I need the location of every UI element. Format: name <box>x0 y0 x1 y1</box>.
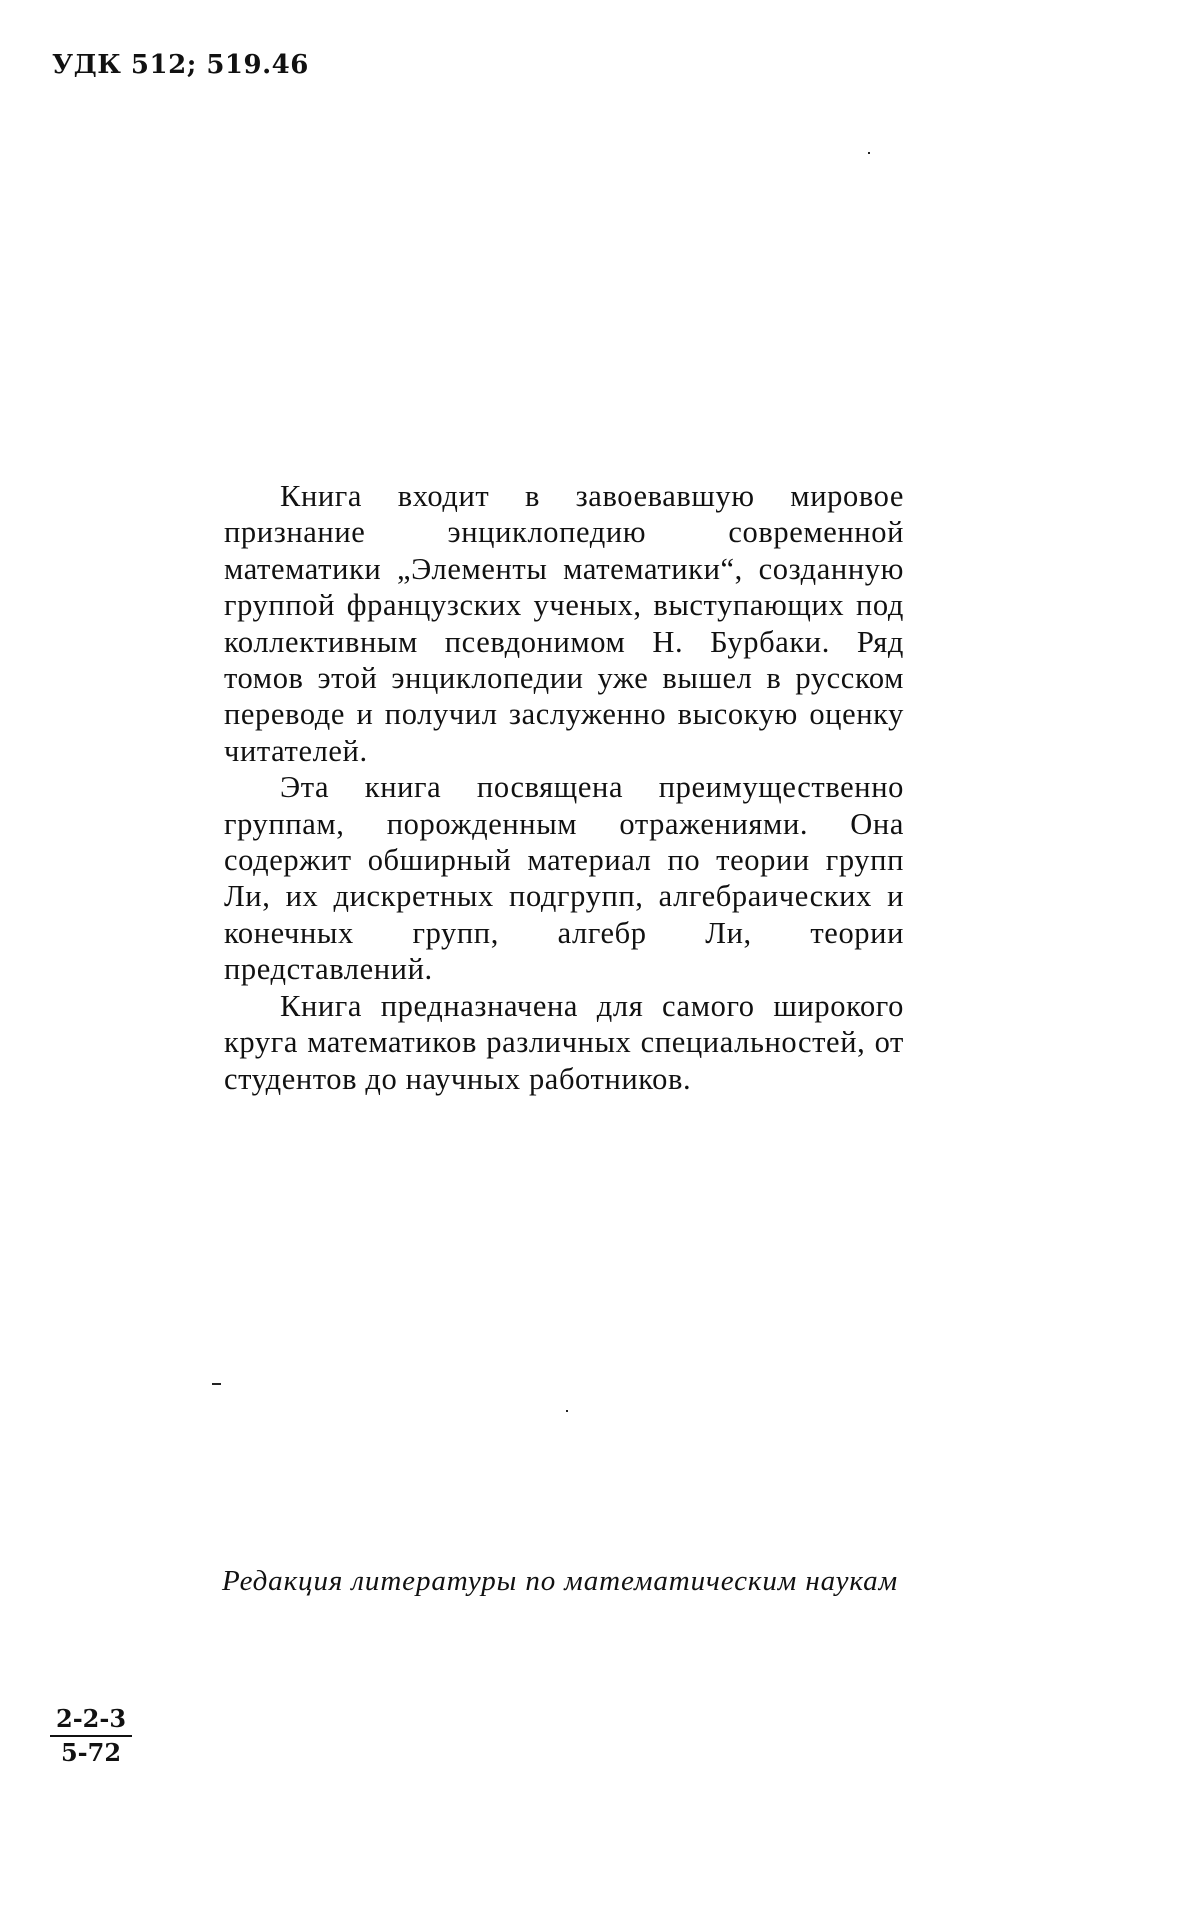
editorial-imprint: Редакция литературы по математическим наукам <box>222 1565 898 1597</box>
annotation-paragraph-3: Книга предназначена для самого широкого круга математиков различных специальностей, от студентов до научных работников. <box>224 988 904 1096</box>
print-speck <box>566 1410 568 1412</box>
publication-code <box>50 1705 132 1767</box>
publication-code-denominator: 5-72 <box>60 1738 122 1767</box>
annotation-paragraph-1: Книга входит в завоевавшую мировое признание энциклопедию современной математики „Элементы математики“, созданную группой французских ученых, выступающих под коллективным псевдонимом Н. Бурбаки. Ряд томов этой энциклопедии уже вышел в русском переводе и получил заслуженно высокую оценку читателей. <box>224 479 904 768</box>
annotation-paragraph-2: Эта книга посвящена преимущественно группам, порожденным отражениями. Она содержит обширный материал по теории групп Ли, их дискретных подгрупп, алгебраических и конечных групп, алгебр Ли, теории представлений. <box>224 770 904 987</box>
book-annotation <box>224 478 904 1097</box>
print-speck <box>868 152 870 154</box>
print-speck <box>212 1383 221 1385</box>
publication-code-numerator: 2-2-3 <box>50 1705 132 1737</box>
udc-code: УДК 512; 519.46 <box>52 50 309 80</box>
